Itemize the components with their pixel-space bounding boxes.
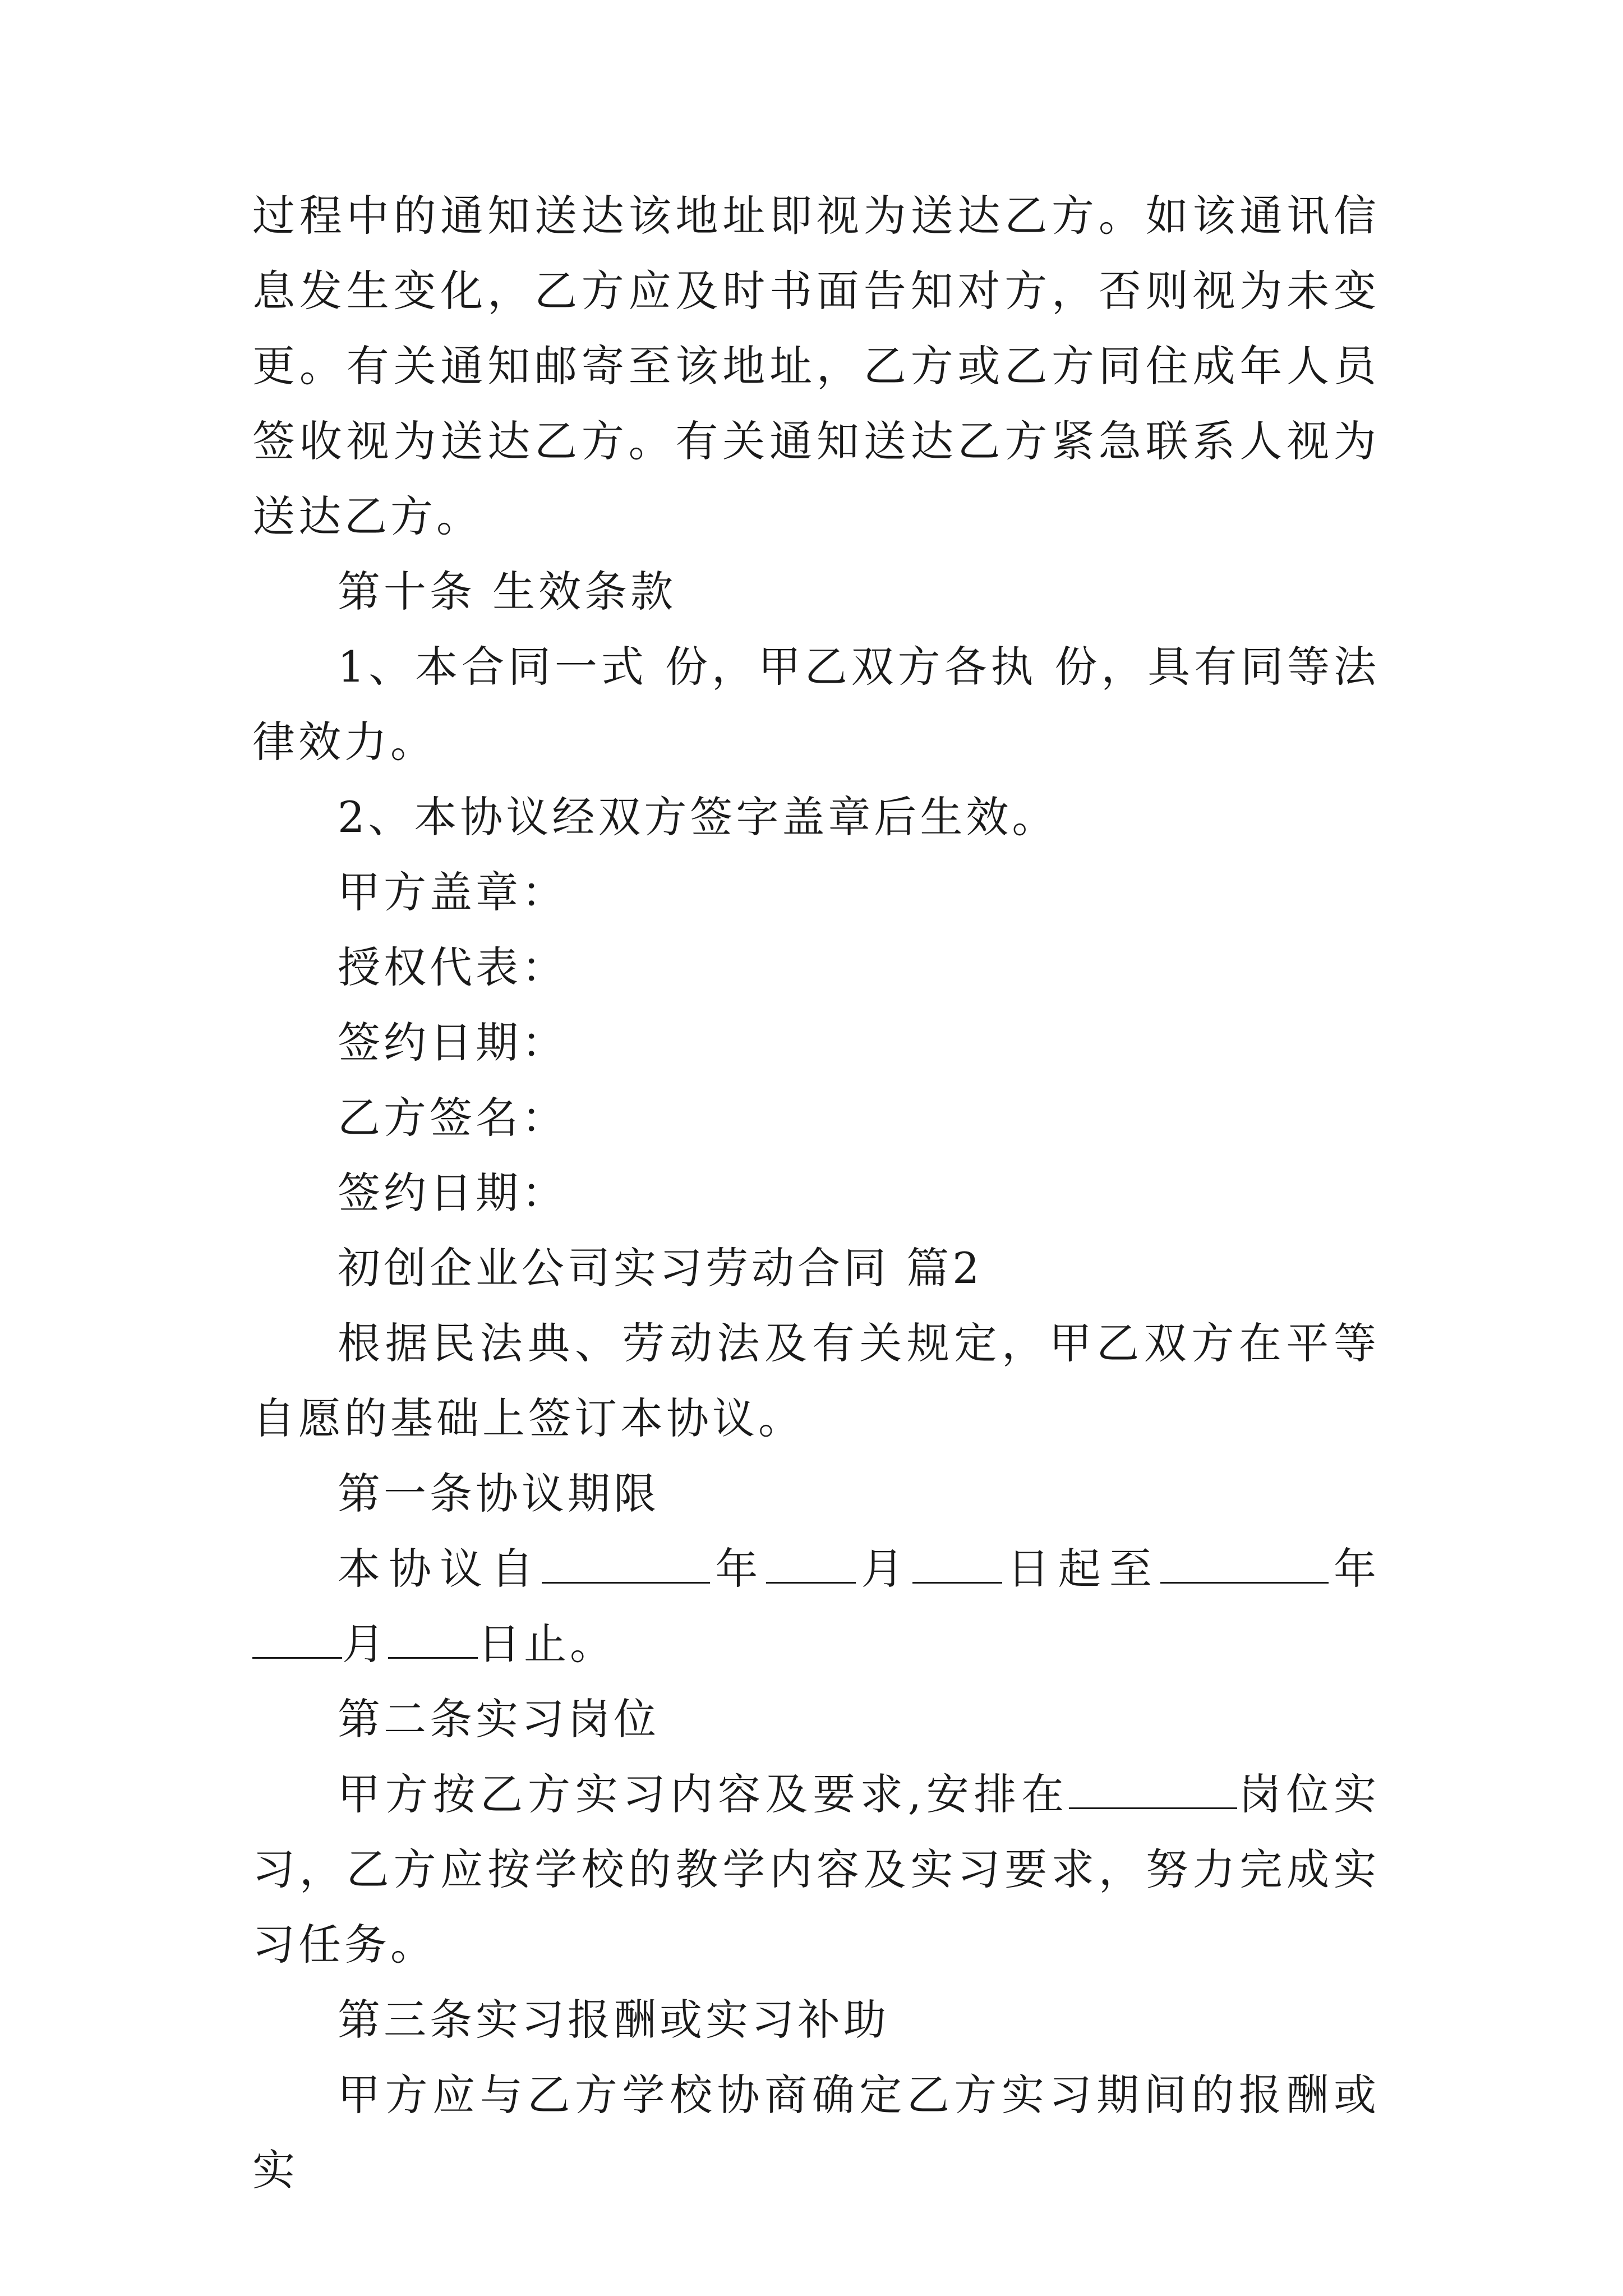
end-month-label: 月 [342, 1619, 388, 1669]
sign-date-label-b: 签约日期： [338, 1168, 568, 1218]
start-day-blank [912, 1543, 1002, 1584]
post-prefix: 甲方按乙方实习内容及要求,安排在 [338, 1769, 1069, 1819]
article-1-heading: 第一条协议期限 [338, 1469, 660, 1519]
period-prefix: 本协议自 [338, 1544, 542, 1594]
article-10-heading: 第十条 生效条款 [338, 567, 677, 616]
remuneration-paragraph: 甲方应与乙方学校协商确定乙方实习期间的报酬或实 [252, 2070, 1380, 2195]
article-2-heading: 第二条实习岗位 [338, 1694, 660, 1744]
end-year-label: 年 [1328, 1544, 1380, 1594]
start-year-label: 年 [710, 1544, 767, 1594]
preamble-paragraph: 根据民法典、劳动法及有关规定，甲乙双方在平等自愿的基础上签订本协议。 [252, 1318, 1380, 1443]
party-a-seal-label: 甲方盖章： [338, 867, 568, 917]
end-day-label: 日止。 [478, 1619, 616, 1669]
start-day-label: 日起至 [1002, 1544, 1160, 1594]
post-name-blank [1069, 1768, 1237, 1809]
end-day-blank [388, 1618, 478, 1659]
authorized-rep-label: 授权代表： [338, 942, 568, 992]
start-month-blank [766, 1543, 856, 1584]
party-b-signature-label: 乙方签名： [338, 1093, 568, 1143]
period-clause [252, 1531, 1380, 1682]
sign-date-label-a: 签约日期： [338, 1018, 568, 1068]
clause-effective: 2、本协议经双方签字盖章后生效。 [338, 792, 1058, 842]
end-month-blank [252, 1618, 342, 1659]
contract-title-part2: 初创企业公司实习劳动合同 篇2 [338, 1243, 983, 1293]
post-clause [252, 1757, 1380, 1982]
post-suffix: 岗位实习，乙方应按学校的教学内容及实习要求，努力完成实习任务。 [252, 1769, 1380, 1970]
document-body [252, 178, 1380, 2208]
start-month-label: 月 [856, 1544, 912, 1594]
end-year-blank [1160, 1543, 1329, 1584]
paragraph-notice-delivery: 过程中的通知送达该地址即视为送达乙方。如该通讯信息发生变化，乙方应及时书面告知对方，否则视为未变更。有关通知邮寄至该地址，乙方或乙方同住成年人员签收视为送达乙方。有关通知送达乙方紧急联系人视为送达乙方。 [252, 191, 1380, 541]
clause-copies: 1、本合同一式 份，甲乙双方各执 份，具有同等法律效力。 [252, 642, 1380, 767]
article-3-heading: 第三条实习报酬或实习补助 [338, 1995, 889, 2045]
start-year-blank [542, 1543, 710, 1584]
